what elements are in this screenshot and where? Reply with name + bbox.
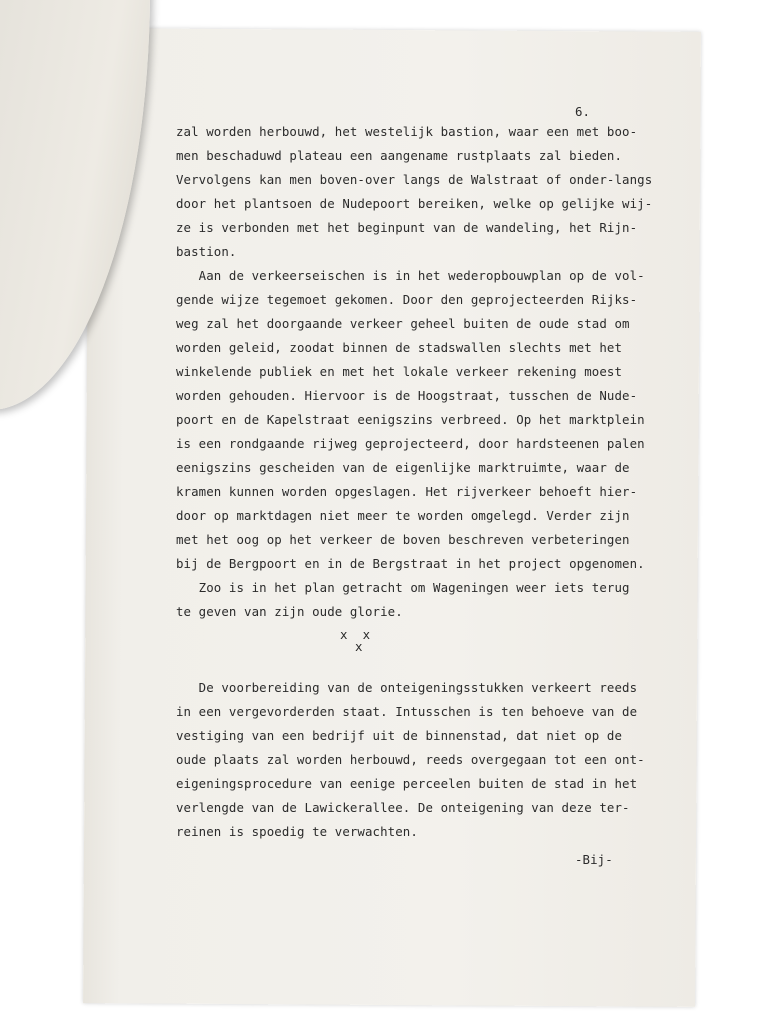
text-line: bij de Bergpoort en in de Bergstraat in het project opgenomen. [176,556,645,571]
text-line: eigeningsprocedure van eenige perceelen buiten de stad in het [176,776,638,791]
catchword: -Bij- [575,852,613,867]
text-line: te geven van zijn oude glorie. [176,604,403,619]
text-line: met het oog op het verkeer de boven beschreven verbeteringen [176,532,630,547]
text-line: door het plantsoen de Nudepoort bereiken, welke op gelijke wij- [176,196,653,211]
text-line: bastion. [176,244,237,259]
text-line: oude plaats zal worden herbouwd, reeds overgegaan tot een ont- [176,752,645,767]
text-line: verlengde van de Lawickerallee. De onteigening van deze ter- [176,800,630,815]
text-line: in een vergevorderden staat. Intusschen is ten behoeve van de [176,704,638,719]
text-line: De voorbereiding van de onteigeningsstukken verkeert reeds [176,680,638,695]
section-separator-top: x x [340,627,371,642]
text-line: kramen kunnen worden opgeslagen. Het rijverkeer behoeft hier- [176,484,638,499]
text-line: is een rondgaande rijweg geprojecteerd, door hardsteenen palen [176,436,645,451]
text-line: poort en de Kapelstraat eenigszins verbreed. Op het marktplein [176,412,645,427]
text-line: zal worden herbouwd, het westelijk bastion, waar een met boo- [176,124,638,139]
text-line: vestiging van een bedrijf uit de binnenstad, dat niet op de [176,728,623,743]
text-line: reinen is spoedig te verwachten. [176,824,418,839]
text-line: eenigszins gescheiden van de eigenlijke marktruimte, waar de [176,460,630,475]
text-line: men beschaduwd plateau een aangename rustplaats zal bieden. [176,148,623,163]
text-line: worden geleid, zoodat binnen de stadswallen slechts met het [176,340,623,355]
text-line: weg zal het doorgaande verkeer geheel buiten de oude stad om [176,316,630,331]
text-line: door op marktdagen niet meer te worden omgelegd. Verder zijn [176,508,630,523]
section-separator-bottom: x [355,639,363,654]
text-line: Vervolgens kan men boven-over langs de Walstraat of onder-langs [176,172,653,187]
page-number: 6. [575,104,591,119]
text-line: Aan de verkeerseischen is in het wederopbouwplan op de vol- [176,268,645,283]
text-line: worden gehouden. Hiervoor is de Hoogstraat, tusschen de Nude- [176,388,638,403]
text-line: gende wijze tegemoet gekomen. Door den geprojecteerden Rijks- [176,292,638,307]
text-line: winkelende publiek en met het lokale verkeer rekening moest [176,364,623,379]
text-line: ze is verbonden met het beginpunt van de wandeling, het Rijn- [176,220,638,235]
text-line: Zoo is in het plan getracht om Wageningen weer iets terug [176,580,630,595]
